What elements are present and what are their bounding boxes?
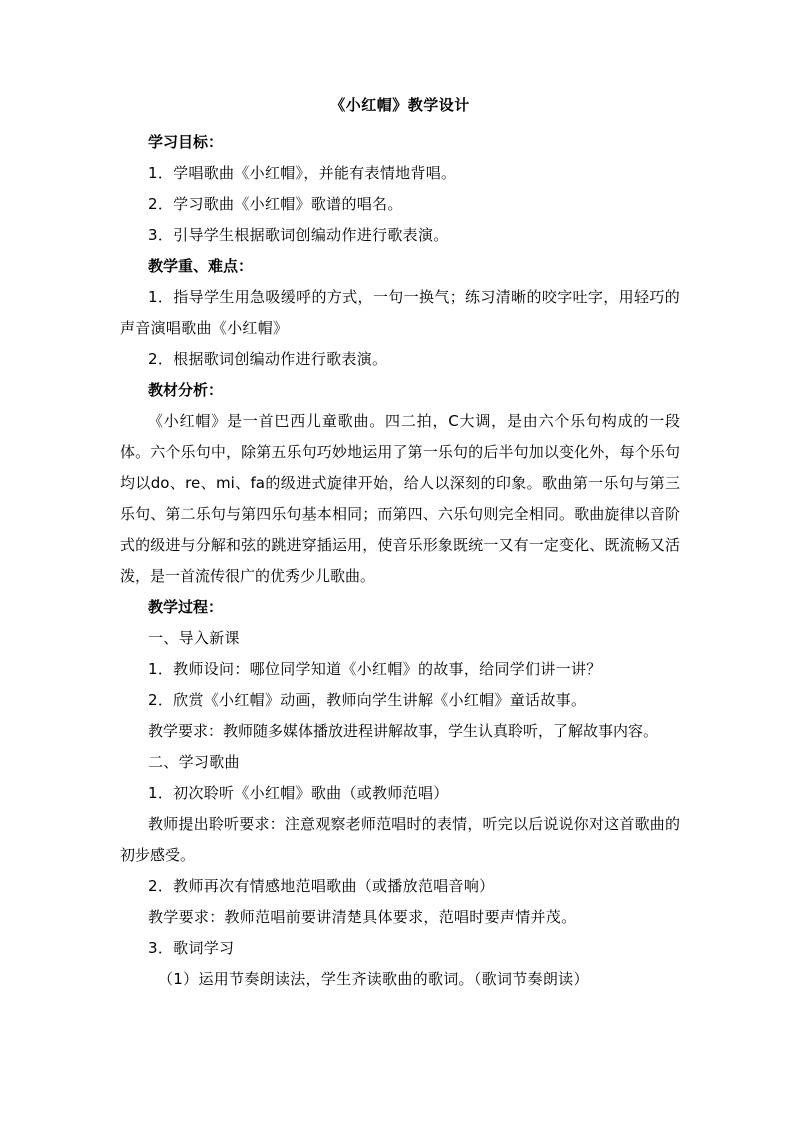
objectives-heading: 学习目标：: [148, 133, 224, 151]
process-step: 1．初次聆听《小红帽》歌曲（或教师范唱）: [148, 784, 449, 802]
process-step: 2．欣赏《小红帽》动画，教师向学生讲解《小红帽》童话故事。: [148, 691, 587, 709]
process-requirement: 教学要求：教师随多媒体播放进程讲解故事，学生认真聆听，了解故事内容。: [148, 722, 659, 740]
process-step: 1．教师设问：哪位同学知道《小红帽》的故事，给同学们讲一讲？: [148, 660, 602, 678]
key-points-heading: 教学重、难点：: [148, 257, 254, 275]
process-heading: 教学过程：: [148, 598, 224, 616]
key-point-item: 1．指导学生用急吸缓呼的方式，一句一换气；练习清晰的咬字吐字，用轻巧的声音演唱歌曲《小红帽》: [120, 288, 680, 337]
analysis-paragraph: 《小红帽》是一首巴西儿童歌曲。四二拍，C大调，是由六个乐句构成的一段体。六个乐句中，除第五乐句巧妙地运用了第一乐句的后半句加以变化外，每个乐句均以do、re、mi、fa的级进式旋律开始，给人以深刻的印象。歌曲第一乐句与第三乐句、第二乐句与第四乐句基本相同；而第四、六乐句则完全相同。歌曲旋律以音阶式的级进与分解和弦的跳进穿插运用，使音乐形象既统一又有一定变化、既流畅又活泼，是一首流传很广的优秀少儿歌曲。: [120, 412, 680, 585]
objective-item: 3．引导学生根据歌词创编动作进行歌表演。: [148, 226, 449, 244]
process-part-title: 二、学习歌曲: [148, 753, 240, 771]
process-step: 2．教师再次有情感地范唱歌曲（或播放范唱音响）: [148, 877, 495, 895]
process-requirement: 教学要求：教师范唱前要讲清楚具体要求，范唱时要声情并茂。: [148, 908, 577, 926]
document-title: 《小红帽》教学设计: [330, 96, 470, 114]
objective-item: 2．学习歌曲《小红帽》歌谱的唱名。: [148, 195, 403, 213]
document-page: [120, 94, 680, 995]
analysis-heading: 教材分析：: [148, 381, 224, 399]
objective-item: 1．学唱歌曲《小红帽》，并能有表情地背唱。: [148, 164, 457, 182]
process-step: 3．歌词学习: [148, 939, 235, 957]
process-part-title: 一、导入新课: [148, 629, 240, 647]
key-point-item: 2．根据歌词创编动作进行歌表演。: [148, 350, 388, 368]
process-substep: （1）运用节奏朗读法，学生齐读歌曲的歌词。（歌词节奏朗读）: [158, 970, 589, 988]
process-step-detail: 教师提出聆听要求：注意观察老师范唱时的表情，听完以后说说你对这首歌曲的初步感受。: [120, 815, 680, 864]
